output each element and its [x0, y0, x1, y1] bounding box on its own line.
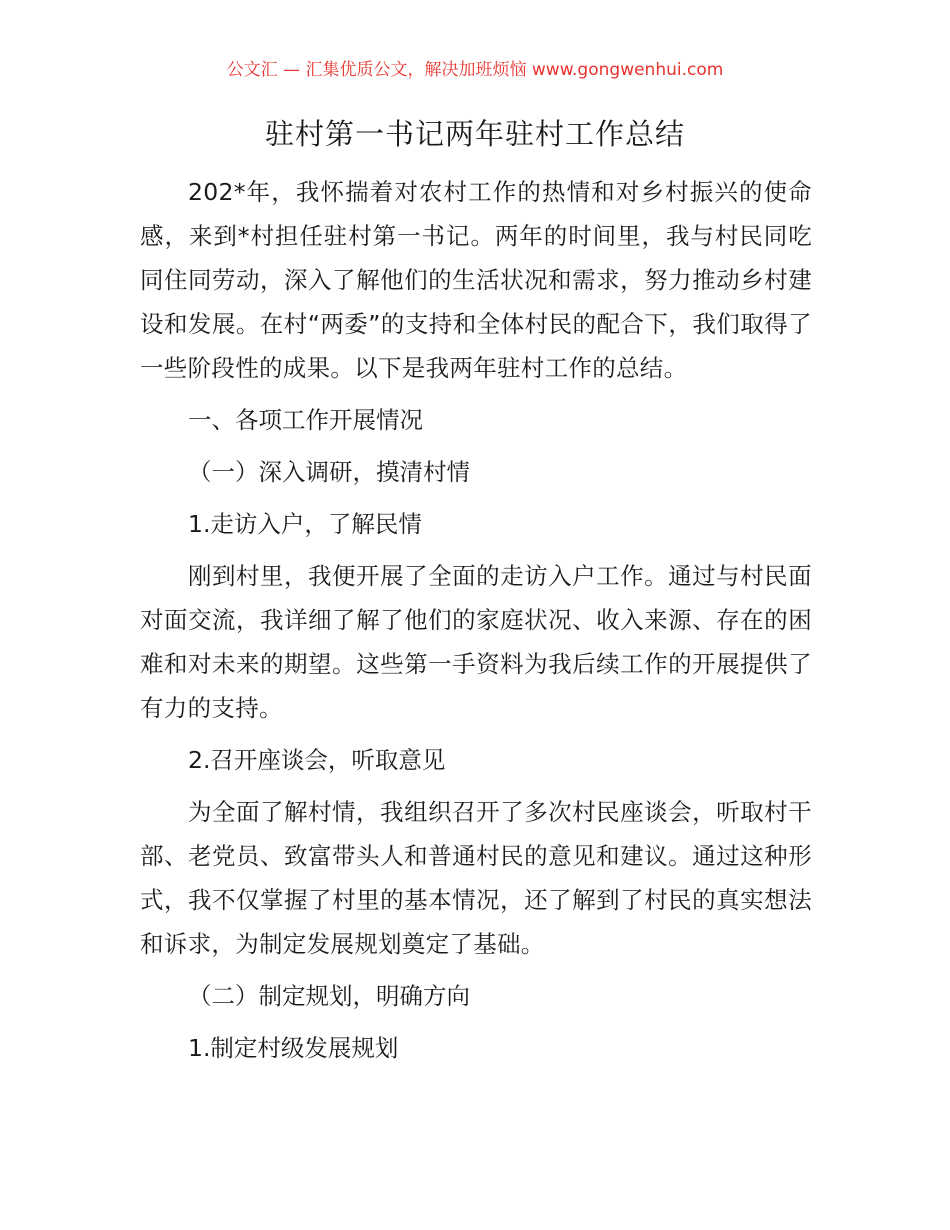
- subsection-heading-1: （一）深入调研，摸清村情: [188, 458, 470, 486]
- document-body: [140, 170, 812, 1070]
- item-body-1: 刚到村里，我便开展了全面的走访入户工作。通过与村民面对面交流，我详细了解了他们的家庭状况、收入来源、存在的困难和对未来的期望。这些第一手资料为我后续工作的开展提供了有力的支持。: [140, 562, 812, 722]
- item-heading-3: 1.制定村级发展规划: [188, 1034, 399, 1062]
- item-heading-1: 1.走访入户，了解民情: [188, 510, 422, 538]
- header-banner: 公文汇 — 汇集优质公文，解决加班烦恼 www.gongwenhui.com: [226, 60, 724, 80]
- section-heading-1: 一、各项工作开展情况: [188, 406, 423, 434]
- item-heading-2: 2.召开座谈会，听取意见: [188, 746, 446, 774]
- document-title: 驻村第一书记两年驻村工作总结: [264, 117, 685, 151]
- item-body-2: 为全面了解村情，我组织召开了多次村民座谈会，听取村干部、老党员、致富带头人和普通村民的意见和建议。通过这种形式，我不仅掌握了村里的基本情况，还了解到了村民的真实想法和诉求，为制定发展规划奠定了基础。: [140, 798, 812, 958]
- subsection-heading-2: （二）制定规划，明确方向: [188, 982, 470, 1010]
- intro-paragraph: 202*年，我怀揣着对农村工作的热情和对乡村振兴的使命感，来到*村担任驻村第一书记。两年的时间里，我与村民同吃同住同劳动，深入了解他们的生活状况和需求，努力推动乡村建设和发展。在村“两委”的支持和全体村民的配合下，我们取得了一些阶段性的成果。以下是我两年驻村工作的总结。: [140, 178, 812, 382]
